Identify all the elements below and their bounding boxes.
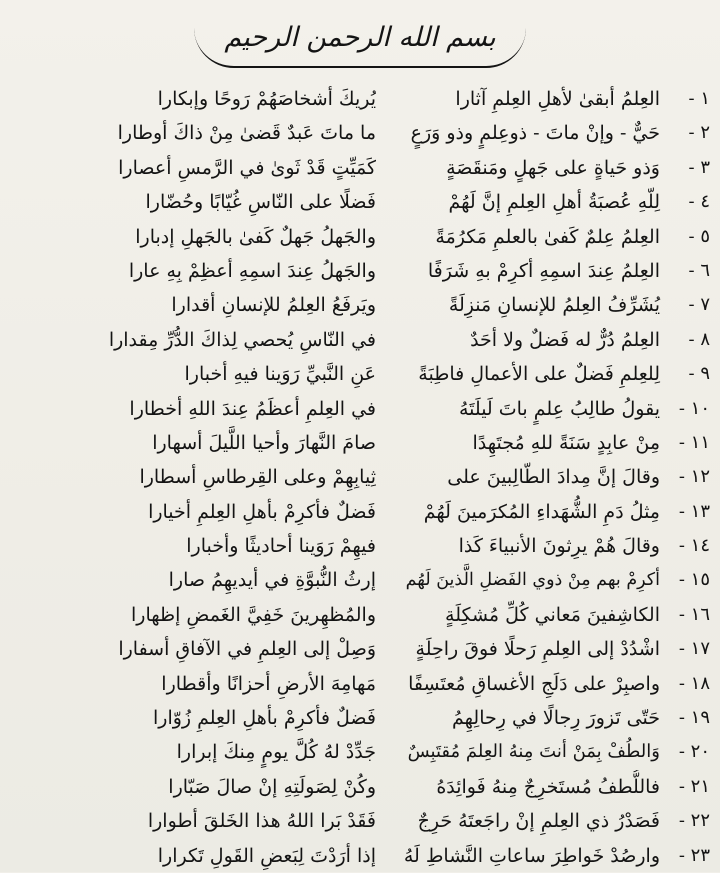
verse-number: ٦ - (688, 259, 710, 281)
verse-first-half (404, 288, 710, 322)
verse-text: أكرِمْ بهم مِنْ ذوي الفَضلِ الَّذينَ لَهُم (405, 570, 660, 591)
verse-first-half (404, 392, 710, 426)
verse-number: ١٢ - (678, 466, 710, 488)
verse-text: والجَهلُ جَهلٌ كَفىٰ بالجَهلِ إدبارا (135, 225, 376, 248)
verse-second-half (62, 185, 376, 219)
verse-number: ١٧ - (678, 638, 710, 660)
verse-text: الكاشِفينَ مَعاني كُلِّ مُشكِلَةٍ (445, 603, 660, 626)
verse-number: ٢٣ - (678, 844, 710, 866)
verse-text: يُشَرِّفُ العِلمُ للإنسانِ مَنزِلَةً (448, 294, 660, 317)
verse-text: وقالَ هُمْ يرِثونَ الأنبياءَ كَذا (458, 535, 660, 558)
verse-second-half (62, 392, 376, 426)
verse-text: فَضلٌ فأكرِمْ بأهلِ العِلمِ زُوّارا (152, 707, 376, 730)
verse-number: ٧ - (688, 294, 710, 316)
verse-number: ٣ - (688, 156, 710, 178)
verse-second-half (62, 839, 376, 873)
verse-second-half (62, 151, 376, 185)
verse-number: ٢١ - (678, 775, 710, 797)
verse-number: ٥ - (688, 225, 710, 247)
verse-first-half (404, 667, 710, 701)
verse-second-half (62, 460, 376, 494)
verse-second-half (62, 529, 376, 563)
verse-number: ١٦ - (678, 603, 710, 625)
verse-number: ٢٠ - (678, 741, 710, 763)
verse-second-half (62, 563, 376, 597)
verse-text: حَيٌّ - وإنْ ماتَ - ذوعِلمٍ وذو وَرَعٍ (410, 122, 660, 145)
verse-text: جَدِّدْ لهُ كُلَّ يومٍ مِنكَ إبرارا (176, 741, 376, 764)
verse-first-half (404, 495, 710, 529)
poem (0, 82, 720, 872)
verse-number: ١ - (688, 88, 710, 109)
verse-text: وَالطُفْ بِمَنْ أنتَ مِنهُ العِلمَ مُقتَبِسٌ (407, 741, 660, 763)
verse-number: ٩ - (688, 363, 710, 385)
verse-second-half (62, 598, 376, 632)
verse-number: ١٩ - (678, 707, 710, 729)
verse-number: ١٣ - (678, 500, 710, 522)
verse-first-half (404, 323, 710, 357)
verse-text: العِلمُ عِندَ اسمِهِ أكرِمْ بهِ شَرَفًا (427, 259, 660, 282)
verse-first-half (404, 735, 710, 769)
poem-first-hemistichs (404, 82, 710, 873)
verse-first-half (404, 563, 710, 597)
verse-text: مَهامِهَ الأرضِ أحزانًا وأقطارا (161, 672, 376, 695)
verse-text: ما ماتَ عَبدٌ قَضىٰ مِنْ ذاكَ أوطارا (117, 122, 376, 145)
verse-first-half (404, 839, 710, 873)
verse-text: وقالَ إنَّ مِدادَ الطّالِبينَ على (447, 466, 660, 489)
verse-second-half (62, 220, 376, 254)
verse-text: وارصُدْ خَواطِرَ ساعاتِ النَّشاطِ لَهُ (404, 844, 660, 867)
verse-second-half (62, 770, 376, 804)
verse-text: العِلمُ عِلمٌ كَفىٰ بالعلمِ مَكرُمَةً (435, 225, 660, 248)
verse-second-half (62, 323, 376, 357)
verse-text: العِلمُ دُرٌّ له فَضلٌ ولا أحَدٌ (470, 328, 660, 351)
verse-text: كَمَيِّتٍ قَدْ ثَوىٰ في الرَّمسِ أعصارا (118, 156, 376, 179)
verse-second-half (62, 426, 376, 460)
verse-text: وَصِلْ إلى العِلمِ في الآفاقِ أسفارا (118, 638, 376, 661)
verse-text: لِلّهِ عُصبَةُ أهلِ العِلمِ إنَّ لَهُمْ (448, 191, 660, 214)
verse-number: ١٥ - (678, 569, 710, 591)
verse-second-half (62, 254, 376, 288)
verse-second-half (62, 667, 376, 701)
verse-second-half (62, 116, 376, 150)
verse-text: مِثلُ دَمِ الشُّهَداءِ المُكرَمينَ لَهُمْ (423, 500, 660, 523)
verse-first-half (404, 82, 710, 116)
verse-first-half (404, 185, 710, 219)
verse-first-half (404, 357, 710, 391)
verse-text: صامَ النَّهارَ وأحيا اللَّيلَ أسهارا (152, 431, 376, 454)
verse-second-half (62, 288, 376, 322)
verse-text: وَذو حَياةٍ على جَهلٍ ومَنقَصَةٍ (446, 156, 660, 179)
verse-second-half (62, 701, 376, 735)
verse-first-half (404, 220, 710, 254)
verse-second-half (62, 82, 376, 116)
verse-text: فاللُّطفُ مُستَخرِجٌ مِنهُ فَوائِدَهُ (436, 775, 660, 798)
verse-text: ثِيابِهِمْ وعلى القِرطاسِ أسطارا (139, 466, 376, 489)
basmala-heading (0, 10, 720, 66)
verse-number: ٢٢ - (678, 810, 710, 832)
verse-text: مِنْ عابِدٍ سَنَةً للهِ مُجتَهِدًا (472, 431, 660, 454)
verse-second-half (62, 735, 376, 769)
verse-first-half (404, 116, 710, 150)
verse-second-half (62, 357, 376, 391)
verse-second-half (62, 804, 376, 838)
verse-first-half (404, 701, 710, 735)
verse-first-half (404, 460, 710, 494)
basmala-text: بسم الله الرحمن الرحيم (194, 10, 525, 68)
verse-text: العِلمُ أبقىٰ لأهلِ العِلمِ آثارا (455, 88, 660, 110)
verse-number: ١٠ - (678, 397, 710, 419)
verse-text: والجَهلُ عِندَ اسمِهِ أعظِمْ بِهِ عارا (128, 259, 376, 282)
verse-text: في العِلمِ أعظَمُ عِندَ اللهِ أخطارا (129, 397, 376, 420)
verse-text: إرثُ النُّبوَّةِ في أيديهِمُ صارا (168, 569, 376, 592)
verse-text: ويَرفَعُ العِلمُ للإنسانِ أقدارا (171, 294, 376, 317)
verse-text: إذا أرَدْتَ لِبَعضِ القَولِ تَكرارا (157, 844, 376, 867)
verse-text: اشْدُدْ إلى العِلمِ رَحلًا فوقَ راحِلَةٍ (415, 638, 660, 661)
verse-text: وكُنْ لِصَولَتِهِ إنْ صالَ صَبّارا (168, 775, 376, 798)
verse-text: فَقَدْ بَرا اللهُ هذا الخَلقَ أطوارا (147, 810, 376, 833)
poem-second-hemistichs (62, 82, 376, 873)
verse-number: ٤ - (688, 191, 710, 213)
verse-first-half (404, 426, 710, 460)
verse-text: فَضلًا على النّاسِ غُيّابًا وحُضّارا (145, 191, 376, 214)
verse-text: فيهِمْ رَوَينا أحاديثًا وأخبارا (186, 535, 376, 558)
verse-first-half (404, 151, 710, 185)
verse-first-half (404, 254, 710, 288)
verse-second-half (62, 495, 376, 529)
verse-number: ٨ - (688, 328, 710, 350)
verse-number: ١١ - (678, 431, 710, 453)
verse-text: واصبِرْ على دَلَجِ الأغساقِ مُعتَسِفًا (408, 672, 660, 695)
verse-number: ١٤ - (678, 535, 710, 557)
verse-first-half (404, 770, 710, 804)
verse-text: في النّاسِ يُحصي لِذاكَ الدُّرِّ مِقدارا (108, 328, 376, 351)
verse-number: ٢ - (688, 122, 710, 144)
verse-first-half (404, 804, 710, 838)
verse-text: حَتّى تَزورَ رِجالًا في رِحالِهِمُ (452, 707, 660, 730)
verse-first-half (404, 598, 710, 632)
verse-text: عَنِ النَّبيِّ رَوَينا فيهِ أخبارا (184, 363, 376, 386)
verse-text: يُريكَ أشخاصَهُمْ رَوحًا وإبكارا (157, 88, 376, 110)
verse-text: لِلعِلمِ فَضلٌ على الأعمالِ فاطِبَةً (418, 363, 660, 386)
verse-first-half (404, 632, 710, 666)
verse-first-half (404, 529, 710, 563)
verse-text: والمُظهِرينَ خَفِيَّ الغَمضِ إظهارا (130, 603, 376, 626)
verse-text: يقولُ طالِبُ عِلمٍ باتَ لَيلَتَهُ (458, 397, 660, 420)
verse-text: فَصَدْرُ ذي العِلمِ إنْ راجَعتَهُ حَرِجٌ (417, 810, 660, 833)
verse-second-half (62, 632, 376, 666)
verse-number: ١٨ - (678, 672, 710, 694)
verse-text: فَضلٌ فأكرِمْ بأهلِ العِلمِ أخيارا (148, 500, 376, 523)
